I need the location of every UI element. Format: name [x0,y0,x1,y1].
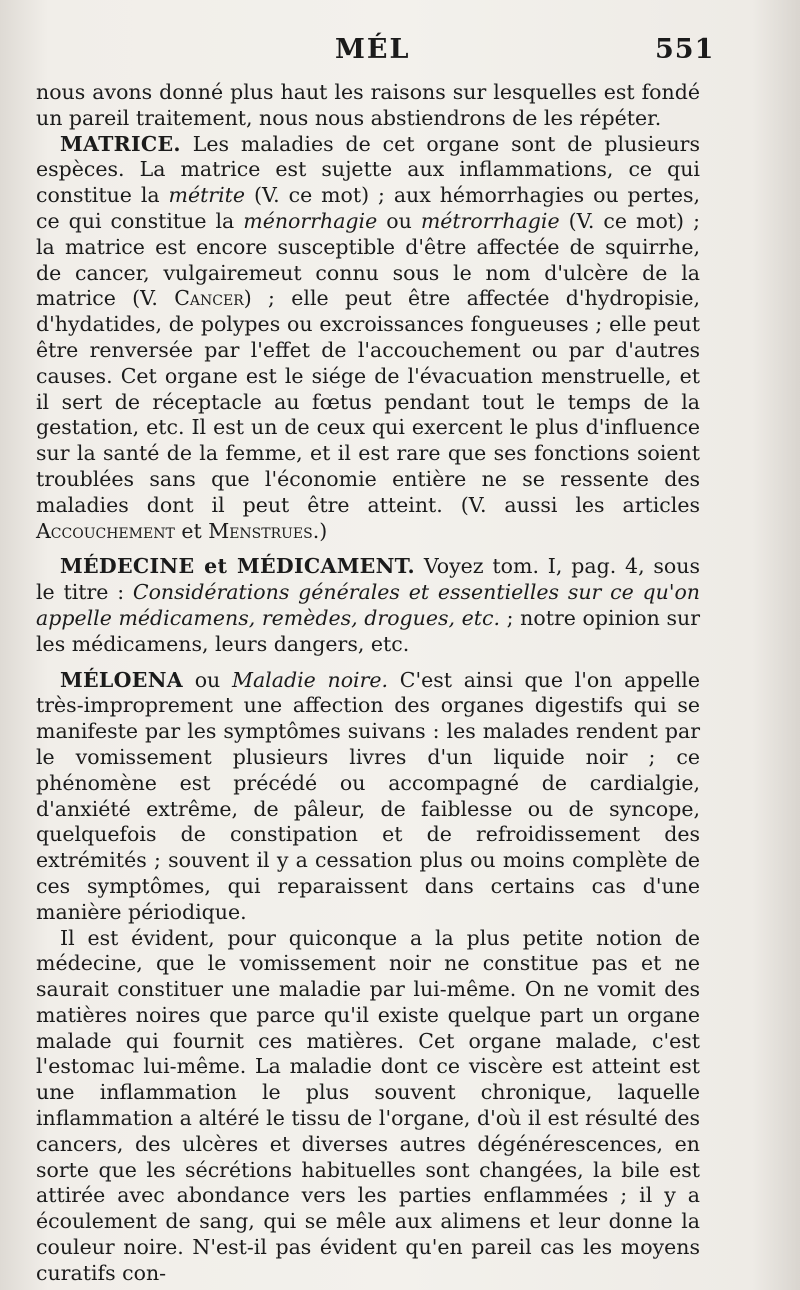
body-text [36,80,700,1287]
entry-meloena: MÉLOENA ou Maladie noire. C'est ainsi que l'on appelle très-improprement une affection des organes digestifs qui se manifeste par les symptômes suivans : les malades rendent par le vomissement plusieurs livres d'un liquide noir ; ce phénomène est précédé ou accompagné de cardialgie, d'anxiété extrême, de pâleur, de faiblesse ou de syncope, quelquefois de constipation et de refroidissement des extrémités ; souvent il y a cessation plus ou moins complète de ces symptômes, qui reparaissent dans certains cas d'une manière périodique. [36,667,700,924]
entry-matrice: MATRICE. Les maladies de cet organe sont de plusieurs espèces. La matrice est sujette aux inflammations, ce qui constitue la métrite (V. ce mot) ; aux hémorrhagies ou pertes, ce qui constitue la ménorrhagie ou métrorrhagie (V. ce mot) ; la matrice est encore susceptible d'être affectée de squirrhe, de cancer, vulgairemeut connu sous le nom d'ulcère de la matrice (V. Cancer) ; elle peut être affectée d'hydropisie, d'hydatides, de polypes ou excroissances fongueuses ; elle peut être renversée par l'effet de l'accouchement ou par d'autres causes. Cet organe est le siége de l'évacuation menstruelle, et il sert de réceptacle au fœtus pendant tout le temps de la gestation, etc. Il est un de ceux qui exercent le plus d'influence sur la santé de la femme, et il est rare que ses fonctions soient troublées sans que l'économie entière ne se ressente des maladies dont il peut être atteint. (V. aussi les articles Accouchement et Menstrues.) [36,131,700,543]
entry-heading: MÉDECINE et MÉDICAMENT. [60,554,415,579]
entry-heading: MATRICE. [60,131,181,156]
cross-reference: Accouchement [36,518,175,543]
entry-medecine: MÉDECINE et MÉDICAMENT. Voyez tom. I, pag. 4, sous le titre : Considérations générales et essentielles sur ce qu'on appelle médicamens, remèdes, drogues, etc. ; notre opinion sur les médicamens, leurs dangers, etc. [36,554,701,656]
page-header [0,34,800,68]
paragraph-continuation: nous avons donné plus haut les raisons sur lesquelles est fondé un pareil traitement, nous nous abstiendrons de les répéter. [36,80,700,130]
entry-heading: MÉLOENA [60,667,183,692]
page-number: 551 [655,34,715,65]
cross-reference: Cancer [174,286,244,311]
paragraph-evident: Il est évident, pour quiconque a la plus petite notion de médecine, que le vomissement noir ne constitue pas et ne saurait constituer une maladie par lui-même. On ne vomit des matières noires que parce qu'il existe quelque part un organe malade qui fournit ces matières. Cet organe malade, c'est l'estomac lui-même. La maladie dont ce viscère est atteint est une inflammation le plus souvent chronique, laquelle inflammation a altéré le tissu de l'organe, d'où il est résulté des cancers, des ulcères et diverses autres dégénérescences, en sorte que les sécrétions habituelles sont changées, la bile est attirée avec abondance vers les parties enflammées ; il y a écoulement de sang, qui se mêle aux alimens et leur donne la couleur noire. N'est-il pas évident qu'en pareil cas les moyens curatifs con- [36,925,700,1285]
cross-reference: Menstrues [208,518,313,543]
running-head: MÉL [335,34,411,65]
